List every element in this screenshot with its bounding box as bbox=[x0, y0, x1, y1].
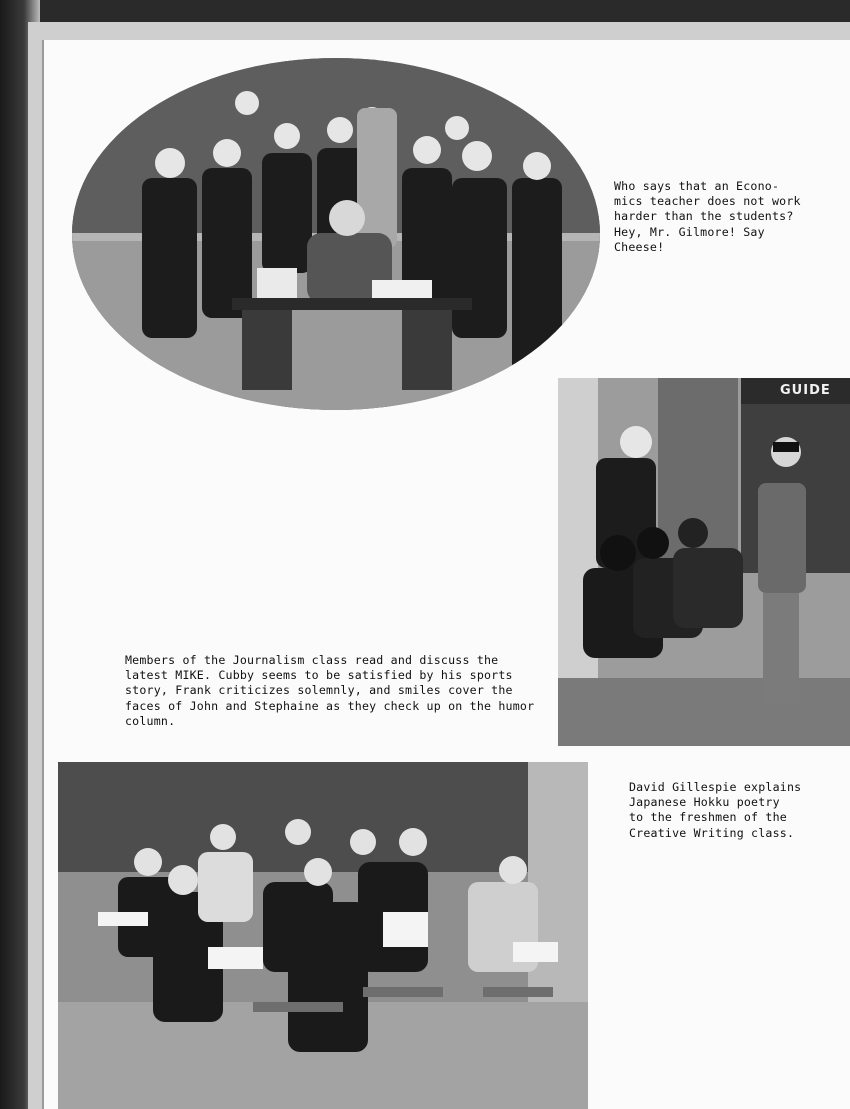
caption-line: harder than the students? bbox=[614, 209, 794, 224]
creative-writing-caption bbox=[629, 780, 829, 841]
caption-line: Who says that an Econo- bbox=[614, 179, 780, 193]
caption-line: Japanese Hokku poetry bbox=[629, 795, 780, 810]
creative-writing-photo bbox=[558, 378, 850, 746]
caption-line: Creative Writing class. bbox=[629, 825, 795, 840]
economics-class-photo bbox=[72, 58, 600, 410]
caption-line: latest MIKE. Cubby seems to be satisfied by his sports bbox=[125, 668, 513, 683]
journalism-class-photo bbox=[58, 762, 588, 1109]
economics-caption bbox=[614, 179, 824, 255]
caption-line: faces of John and Stephaine as they check up on the humor bbox=[125, 698, 535, 713]
caption-line: to the freshmen of the bbox=[629, 810, 787, 825]
caption-line: story, Frank criticizes solemnly, and smiles cover the bbox=[125, 683, 513, 698]
caption-line: mics teacher does not work bbox=[614, 194, 801, 209]
caption-line: Members of the Journalism class read and discuss the bbox=[125, 653, 499, 667]
caption-line: David Gillespie explains bbox=[629, 780, 802, 794]
guide-sign: GUIDE bbox=[780, 383, 831, 398]
caption-line: Hey, Mr. Gilmore! Say bbox=[614, 224, 765, 239]
caption-line: column. bbox=[125, 713, 176, 728]
yearbook-page bbox=[42, 40, 850, 1109]
caption-line: Cheese! bbox=[614, 239, 665, 254]
journalism-caption bbox=[125, 653, 545, 729]
